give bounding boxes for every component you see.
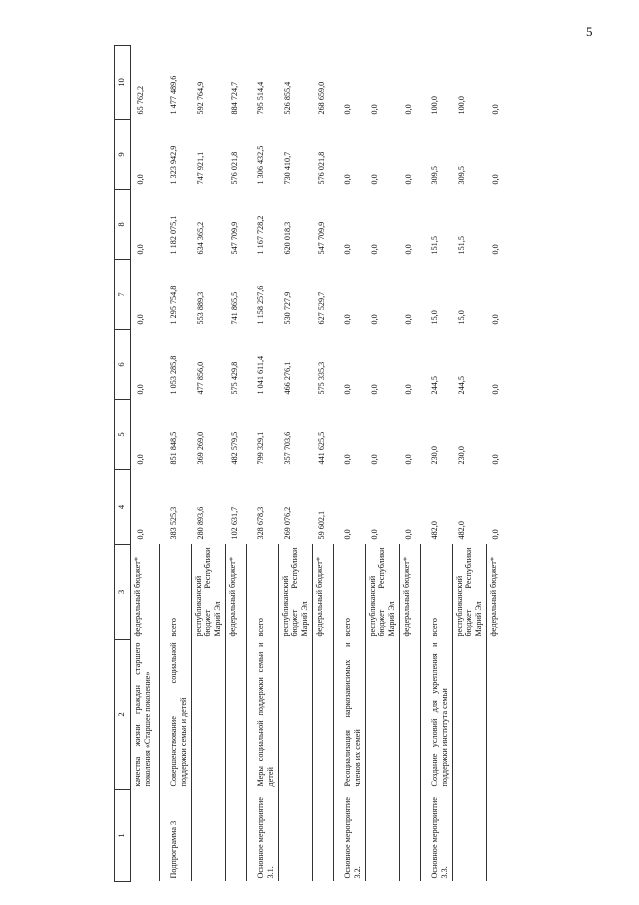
value-cell: 0,0 [491,104,501,115]
program-name-cell: Основное мероприятие 3.1. [247,790,278,882]
value-cell: 268 659,0 [317,81,327,115]
value-cell: 0,0 [370,384,380,395]
value-cell: 0,0 [136,529,145,540]
value-cell: 0,0 [342,529,352,540]
value-cell: 526 855,4 [283,81,293,115]
program-title-cell: качества жизни граждан старшего поколения «Старшее поколение» [131,640,160,790]
table-row [365,46,399,882]
value-cell: 0,0 [370,174,380,185]
value-cell: 0,0 [136,454,145,465]
program-title-cell [452,640,486,790]
value-cell: 627 529,7 [317,291,327,325]
value-cell: 441 625,5 [317,431,327,465]
table-row [312,46,334,882]
funding-source-cell: федеральный бюджет* [131,545,160,640]
funding-source-cell: республиканский бюджет Республики Марий Эл [191,545,225,640]
header-cell: 6 [115,330,131,400]
value-cell: 1 477 489,6 [168,75,178,115]
value-cell: 269 076,2 [283,506,293,540]
value-cell: 0,0 [136,384,145,395]
value-cell: 15,0 [429,310,439,325]
program-title-cell: Совершенствование социальной поддержки семьи и детей [160,640,191,790]
value-cell: 592 764,9 [196,81,206,115]
value-cell: 553 889,3 [196,291,206,325]
header-cell: 5 [115,400,131,470]
table-row [191,46,225,882]
value-cell: 0,0 [491,529,501,540]
value-cell: 280 893,6 [196,506,206,540]
funding-source-cell: республиканский бюджет Республики Марий Эл [365,545,399,640]
value-cell: 369 269,0 [196,431,206,465]
value-cell: 0,0 [370,529,380,540]
program-name-cell [452,790,486,882]
program-title-cell [399,640,421,790]
value-cell: 1 306 432,5 [255,145,265,185]
value-cell: 799 329,1 [255,431,265,465]
table-row [131,46,160,882]
value-cell: 634 365,2 [196,221,206,255]
funding-source-cell: федеральный бюджет* [312,545,334,640]
program-title-cell: Создание условий для укрепления и поддержки института семьи [421,640,452,790]
value-cell: 530 727,9 [283,291,293,325]
value-cell: 466 276,1 [283,361,293,395]
program-name-cell [191,790,225,882]
value-cell: 576 021,8 [230,151,240,185]
program-title-cell [278,640,312,790]
funding-source-cell: федеральный бюджет* [486,545,508,640]
funding-source-cell: федеральный бюджет* [225,545,247,640]
value-cell: 309,5 [429,166,439,185]
value-cell: 0,0 [136,314,145,325]
value-cell: 0,0 [404,314,414,325]
header-cell: 8 [115,190,131,260]
program-name-cell [486,790,508,882]
value-cell: 477 856,0 [196,361,206,395]
program-name-cell [225,790,247,882]
value-cell: 547 709,9 [317,221,327,255]
header-cell: 4 [115,470,131,545]
rotated-budget-table [114,46,534,882]
header-cell: 10 [115,46,131,120]
program-name-cell [131,790,160,882]
value-cell: 383 525,3 [168,506,178,540]
value-cell: 0,0 [404,384,414,395]
value-cell: 0,0 [404,174,414,185]
value-cell: 15,0 [457,310,467,325]
table-row [247,46,278,882]
value-cell: 244,5 [457,376,467,395]
value-cell: 0,0 [136,244,145,255]
program-name-cell [278,790,312,882]
funding-source-cell: республиканский бюджет Республики Марий Эл [278,545,312,640]
value-cell: 482,0 [457,521,467,540]
value-cell: 575 429,8 [230,361,240,395]
value-cell: 244,5 [429,376,439,395]
table-row [278,46,312,882]
value-cell: 547 709,9 [230,221,240,255]
value-cell: 0,0 [491,384,501,395]
program-title-cell: Меры социальной поддержки семьи и детей [247,640,278,790]
value-cell: 309,5 [457,166,467,185]
program-title-cell [225,640,247,790]
value-cell: 151,5 [429,236,439,255]
program-name-cell: Основное мероприятие 3.2. [334,790,365,882]
funding-source-cell: всего [421,545,452,640]
table-row [225,46,247,882]
value-cell: 795 514,4 [255,81,265,115]
value-cell: 1 158 257,6 [255,285,265,325]
value-cell: 1 041 611,4 [255,355,265,395]
value-cell: 0,0 [370,244,380,255]
value-cell: 0,0 [491,244,501,255]
table-row [421,46,452,882]
value-cell: 0,0 [404,104,414,115]
value-cell: 884 724,7 [230,81,240,115]
value-cell: 1 053 285,8 [168,355,178,395]
table-row [452,46,486,882]
program-title-cell [191,640,225,790]
value-cell: 0,0 [342,314,352,325]
table-header-row [115,46,131,882]
value-cell: 0,0 [342,244,352,255]
header-cell: 3 [115,545,131,640]
program-title-cell: Ресоциализация наркозависимых и членов их семей [334,640,365,790]
program-title-cell [486,640,508,790]
program-name-cell [312,790,334,882]
funding-source-cell: федеральный бюджет* [399,545,421,640]
value-cell: 59 602,1 [317,510,327,540]
value-cell: 0,0 [342,454,352,465]
value-cell: 0,0 [136,174,145,185]
funding-source-cell: всего [334,545,365,640]
funding-source-cell: республиканский бюджет Республики Марий Эл [452,545,486,640]
value-cell: 230,0 [457,446,467,465]
funding-source-cell: всего [160,545,191,640]
value-cell: 741 865,5 [230,291,240,325]
value-cell: 730 410,7 [283,151,293,185]
value-cell: 482 579,5 [230,431,240,465]
header-cell: 9 [115,120,131,190]
table-row [399,46,421,882]
program-name-cell: Подпрограмма 3 [160,790,191,882]
header-cell: 7 [115,260,131,330]
budget-table [114,45,508,882]
page-number: 5 [586,24,593,39]
value-cell: 482,0 [429,521,439,540]
program-name-cell: Основное мероприятие 3.3. [421,790,452,882]
value-cell: 0,0 [342,104,352,115]
value-cell: 357 703,6 [283,431,293,465]
value-cell: 328 678,3 [255,506,265,540]
value-cell: 576 021,8 [317,151,327,185]
value-cell: 0,0 [342,384,352,395]
value-cell: 747 921,1 [196,151,206,185]
table-row [486,46,508,882]
value-cell: 102 631,7 [230,506,240,540]
value-cell: 620 018,3 [283,221,293,255]
value-cell: 0,0 [342,174,352,185]
table-row [160,46,191,882]
value-cell: 1 182 075,1 [168,215,178,255]
value-cell: 1 323 942,9 [168,145,178,185]
value-cell: 230,0 [429,446,439,465]
value-cell: 100,0 [457,96,467,115]
value-cell: 151,5 [457,236,467,255]
value-cell: 0,0 [404,454,414,465]
program-title-cell [312,640,334,790]
value-cell: 1 295 754,8 [168,285,178,325]
value-cell: 575 335,3 [317,361,327,395]
value-cell: 0,0 [404,529,414,540]
value-cell: 0,0 [491,454,501,465]
program-title-cell [365,640,399,790]
value-cell: 65 762,2 [136,85,145,115]
value-cell: 0,0 [491,174,501,185]
value-cell: 1 167 728,2 [255,215,265,255]
value-cell: 0,0 [370,314,380,325]
value-cell: 851 848,5 [168,431,178,465]
value-cell: 100,0 [429,96,439,115]
program-name-cell [365,790,399,882]
value-cell: 0,0 [491,314,501,325]
value-cell: 0,0 [370,454,380,465]
funding-source-cell: всего [247,545,278,640]
table-row [334,46,365,882]
header-cell: 2 [115,640,131,790]
value-cell: 0,0 [370,104,380,115]
value-cell: 0,0 [404,244,414,255]
program-name-cell [399,790,421,882]
header-cell: 1 [115,790,131,882]
